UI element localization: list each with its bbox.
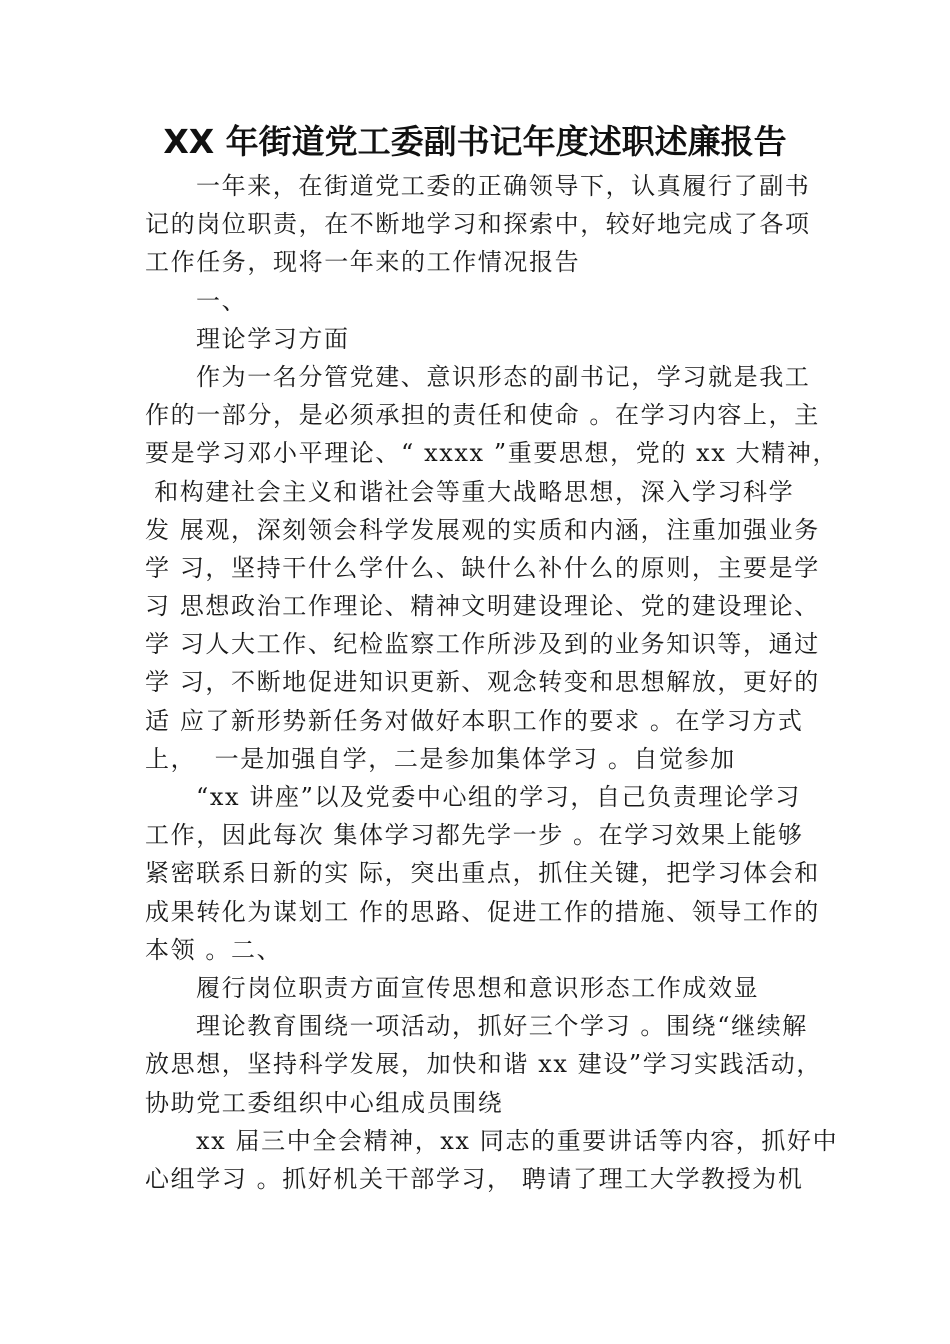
document-title: XX 年街道党工委副书记年度述职述廉报告 [163,122,787,161]
body-line: 理论教育围绕一项活动，抓好三个学习 。围绕“继续解 [196,1012,808,1041]
body-line: 作为一名分管党建、意识形态的副书记，学习就是我工 [196,362,811,391]
section-number: 一、 [196,286,248,315]
section-heading: 理论学习方面 [196,324,350,353]
body-line: “xx 讲座”以及党委中心组的学习，自己负责理论学习 [196,783,801,811]
body-line: 成果转化为谋划工 作的思路、促进工作的措施、领导工作的 [145,897,820,926]
body-line: 适 应了新形势新任务对做好本职工作的要求 。在学习方式 [145,706,804,735]
body-line: 学 习人大工作、纪检监察工作所涉及到的业务知识等，通过 [145,630,820,659]
section-heading: 履行岗位职责方面宣传思想和意识形态工作成效显 [196,973,760,1002]
body-line: 学 习，不断地促进知识更新、观念转变和思想解放，更好的 [145,668,820,697]
body-line: 和构建社会主义和谐社会等重大战略思想，深入学习科学 [145,477,795,506]
body-line: 要是学习邓小平理论、“ xxxx ”重要思想，党的 xx 大精神， [145,439,839,468]
document-body [145,167,839,1198]
body-line: 一年来，在街道党工委的正确领导下，认真履行了副书 [196,172,811,200]
body-line: 工作，因此每次 集体学习都先学一步 。在学习效果上能够 [145,821,804,850]
body-line: xx 届三中全会精神，xx 同志的重要讲话等内容，抓好中 [196,1126,839,1155]
body-line: 记的岗位职责，在不断地学习和探索中，较好地完成了各项 [145,210,811,239]
body-line: 协助党工委组织中心组成员围绕 [145,1088,504,1117]
body-line: 学 习，坚持干什么学什么、缺什么补什么的原则，主要是学 [145,553,820,582]
body-line: 上， 一是加强自学，二是参加集体学习 。自觉参加 [145,744,736,773]
body-line: 紧密联系日新的实 际，突出重点，抓住关键，把学习体会和 [145,859,820,888]
body-line: 心组学习 。抓好机关干部学习， 聘请了理工大学教授为机 [145,1164,804,1193]
body-line: 放思想，坚持科学发展，加快和谐 xx 建设”学习实践活动， [145,1050,822,1079]
body-line: 作的一部分，是必须承担的责任和使命 。在学习内容上，主 [145,401,820,430]
body-line: 本领 。二、 [145,935,283,964]
body-line: 习 思想政治工作理论、精神文明建设理论、党的建设理论、 [145,592,820,621]
body-line: 发 展观，深刻领会科学发展观的实质和内涵，注重加强业务 [145,515,820,544]
body-line: 工作任务，现将一年来的工作情况报告 [145,248,581,277]
